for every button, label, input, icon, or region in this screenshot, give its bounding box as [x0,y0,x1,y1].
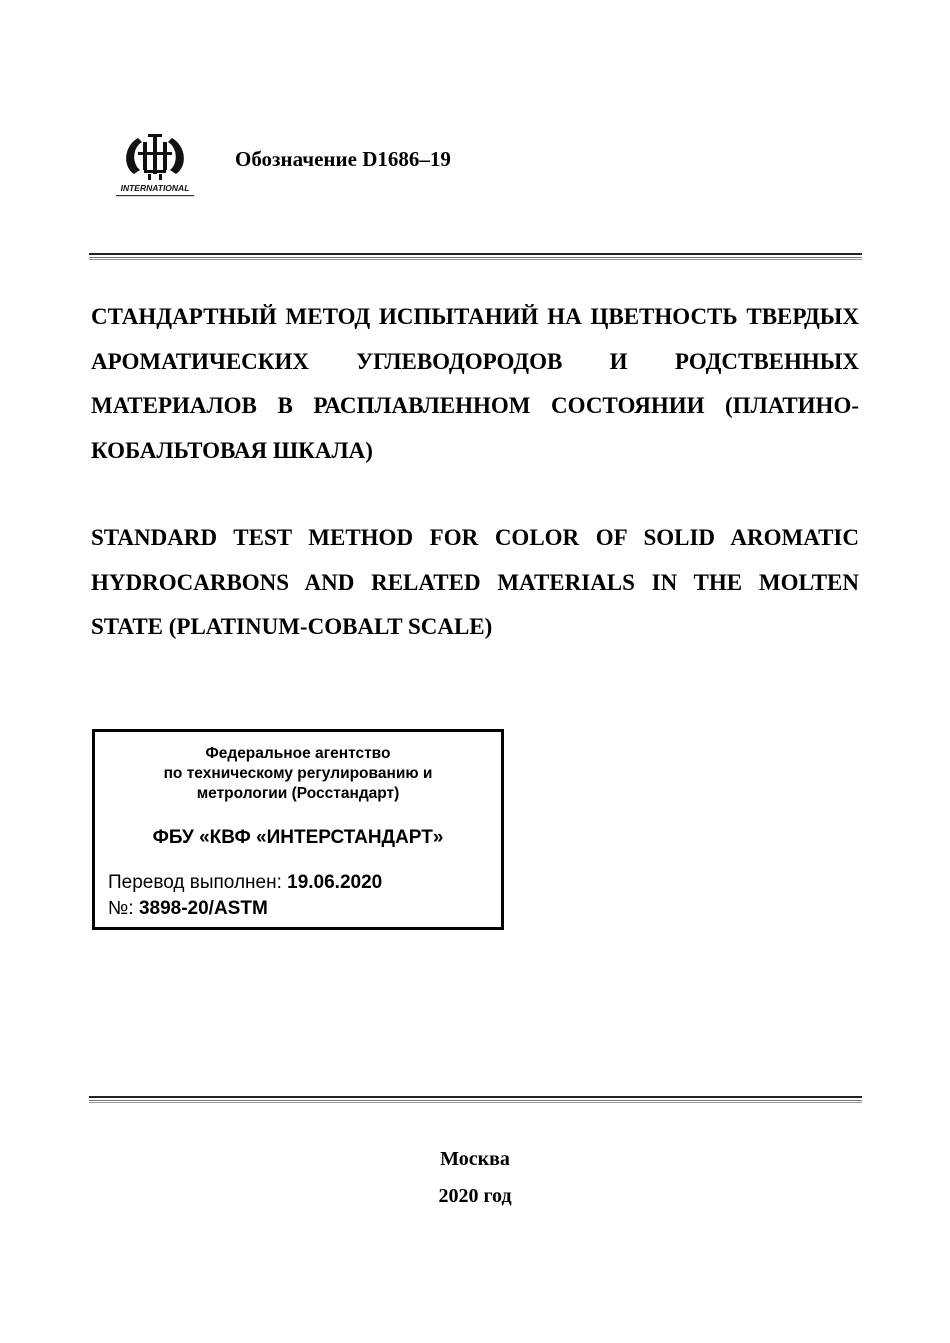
top-divider [89,253,862,260]
bottom-divider [89,1096,862,1103]
city: Москва [440,1148,510,1170]
agency-line: Федеральное агентство [205,745,391,762]
agency-line: по техническому регулированию и [163,765,433,782]
title-russian: СТАНДАРТНЫЙ МЕТОД ИСПЫТАНИЙ НА ЦВЕТНОСТЬ ТВЕРДЫХ АРОМАТИЧЕСКИХ УГЛЕВОДОРОДОВ И РОДСТВЕННЫХ МАТЕРИАЛОВ В РАСПЛАВЛЕННОМ СОСТОЯНИИ (ПЛАТИНО-КОБАЛЬТОВАЯ ШКАЛА) [91,304,859,463]
translated-label: Перевод выполнен: [108,872,288,893]
translation-stamp [92,729,504,930]
year: 2020 год [438,1185,512,1207]
designation: Обозначение D1686–19 [235,147,451,171]
title-english: STANDARD TEST METHOD FOR COLOR OF SOLID AROMATIC HYDROCARBONS AND RELATED MATERIALS IN THE MOLTEN STATE (PLATINUM-COBALT SCALE) [91,525,859,639]
number-label: №: [108,898,139,919]
logo-wordmark: INTERNATIONAL [120,183,190,193]
translated-date: 19.06.2020 [287,872,383,893]
stamp-number [108,898,268,920]
stamp-organization: ФБУ «КВФ «ИНТЕРСТАНДАРТ» [152,827,444,848]
stamp-translation-date [108,872,382,894]
astm-logo [112,128,198,200]
number-value: 3898-20/ASTM [138,898,268,919]
agency-line: метрологии (Росстандарт) [196,785,400,802]
stamp-agency [95,744,501,804]
